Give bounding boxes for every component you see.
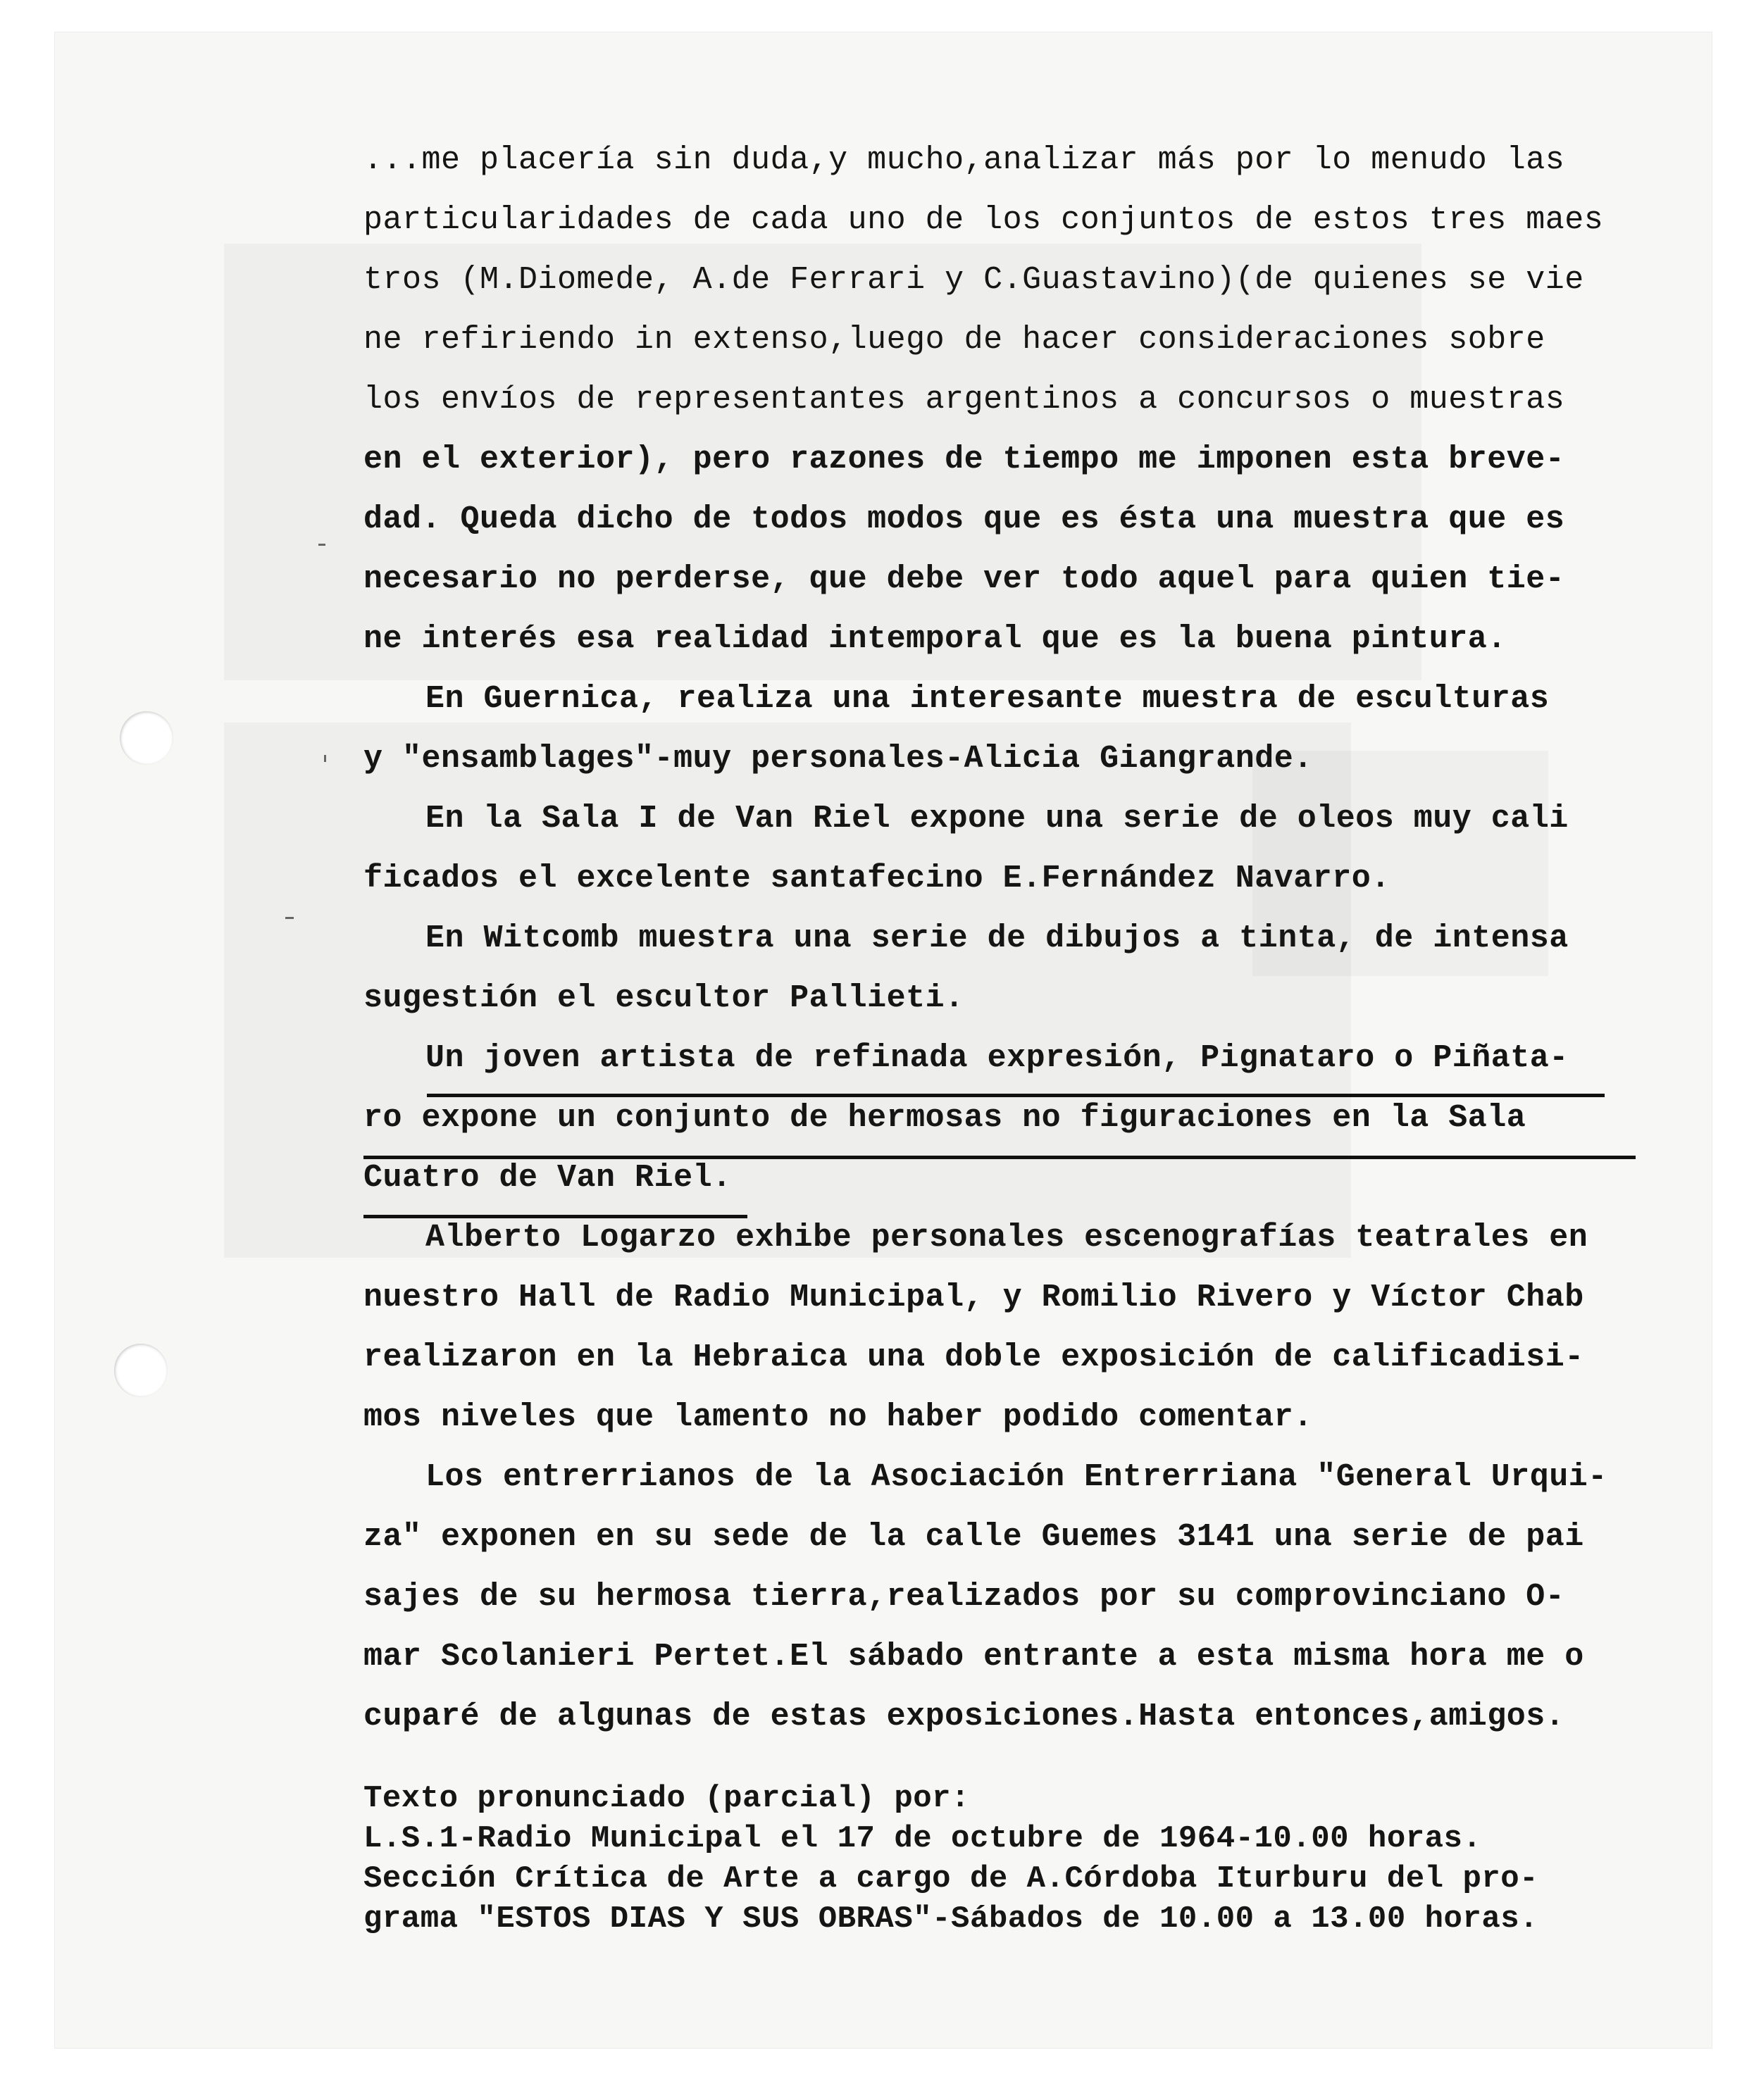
text-line: Un joven artista de refinada expresión, Pignataro o Piñata- bbox=[425, 1040, 1569, 1076]
text-line: y "ensamblages"-muy personales-Alicia Giangrande. bbox=[363, 741, 1313, 777]
punch-hole-top bbox=[120, 711, 173, 765]
text-line: Alberto Logarzo exhibe personales escenografías teatrales en bbox=[425, 1220, 1588, 1256]
text-line: mos niveles que lamento no haber podido comentar. bbox=[363, 1399, 1313, 1435]
text-line: mar Scolanieri Pertet.El sábado entrante a esta misma hora me o bbox=[363, 1639, 1584, 1675]
text-line: Los entrerrianos de la Asociación Entrerriana "General Urqui- bbox=[425, 1459, 1607, 1495]
text-line: tros (M.Diomede, A.de Ferrari y C.Guastavino)(de quienes se vie bbox=[363, 262, 1584, 298]
text-line: sugestión el escultor Pallieti. bbox=[363, 980, 964, 1016]
text-line: Cuatro de Van Riel. bbox=[363, 1160, 732, 1196]
text-line: grama "ESTOS DIAS Y SUS OBRAS"-Sábados de 10.00 a 13.00 horas. bbox=[363, 1901, 1539, 1937]
text-line: necesario no perderse, que debe ver todo aquel para quien tie- bbox=[363, 561, 1565, 597]
text-line: particularidades de cada uno de los conjuntos de estos tres maes bbox=[363, 202, 1604, 238]
text-line: En la Sala I de Van Riel expone una serie de oleos muy cali bbox=[425, 801, 1569, 837]
text-line: ...me placería sin duda,y mucho,analizar más por lo menudo las bbox=[363, 142, 1565, 178]
stray-mark bbox=[285, 917, 294, 919]
text-line: Sección Crítica de Arte a cargo de A.Córdoba Iturburu del pro- bbox=[363, 1861, 1539, 1896]
stray-mark bbox=[324, 755, 326, 762]
text-line: ficados el excelente santafecino E.Fernández Navarro. bbox=[363, 861, 1390, 896]
text-line: los envíos de representantes argentinos a concursos o muestras bbox=[363, 382, 1565, 418]
text-line: ro expone un conjunto de hermosas no figuraciones en la Sala bbox=[363, 1100, 1526, 1136]
punch-hole-bottom bbox=[114, 1344, 168, 1397]
text-line: ne refiriendo in extenso,luego de hacer consideraciones sobre bbox=[363, 322, 1545, 358]
text-line: dad. Queda dicho de todos modos que es ésta una muestra que es bbox=[363, 501, 1565, 537]
text-line: Texto pronunciado (parcial) por: bbox=[363, 1781, 970, 1816]
text-line: za" exponen en su sede de la calle Guemes 3141 una serie de pai bbox=[363, 1519, 1584, 1555]
text-line: sajes de su hermosa tierra,realizados por su comprovinciano O- bbox=[363, 1579, 1565, 1615]
text-line: nuestro Hall de Radio Municipal, y Romilio Rivero y Víctor Chab bbox=[363, 1280, 1584, 1315]
text-line: ne interés esa realidad intemporal que es la buena pintura. bbox=[363, 621, 1507, 657]
text-line: cuparé de algunas de estas exposiciones.Hasta entonces,amigos. bbox=[363, 1699, 1565, 1735]
text-line: En Witcomb muestra una serie de dibujos a tinta, de intensa bbox=[425, 920, 1569, 956]
handwritten-underline bbox=[427, 1094, 1605, 1097]
text-line: realizaron en la Hebraica una doble exposición de calificadisi- bbox=[363, 1339, 1584, 1375]
text-line: L.S.1-Radio Municipal el 17 de octubre de 1964-10.00 horas. bbox=[363, 1821, 1482, 1856]
stray-mark bbox=[318, 544, 325, 546]
text-line: En Guernica, realiza una interesante muestra de esculturas bbox=[425, 681, 1550, 717]
text-line: en el exterior), pero razones de tiempo me imponen esta breve- bbox=[363, 442, 1565, 477]
